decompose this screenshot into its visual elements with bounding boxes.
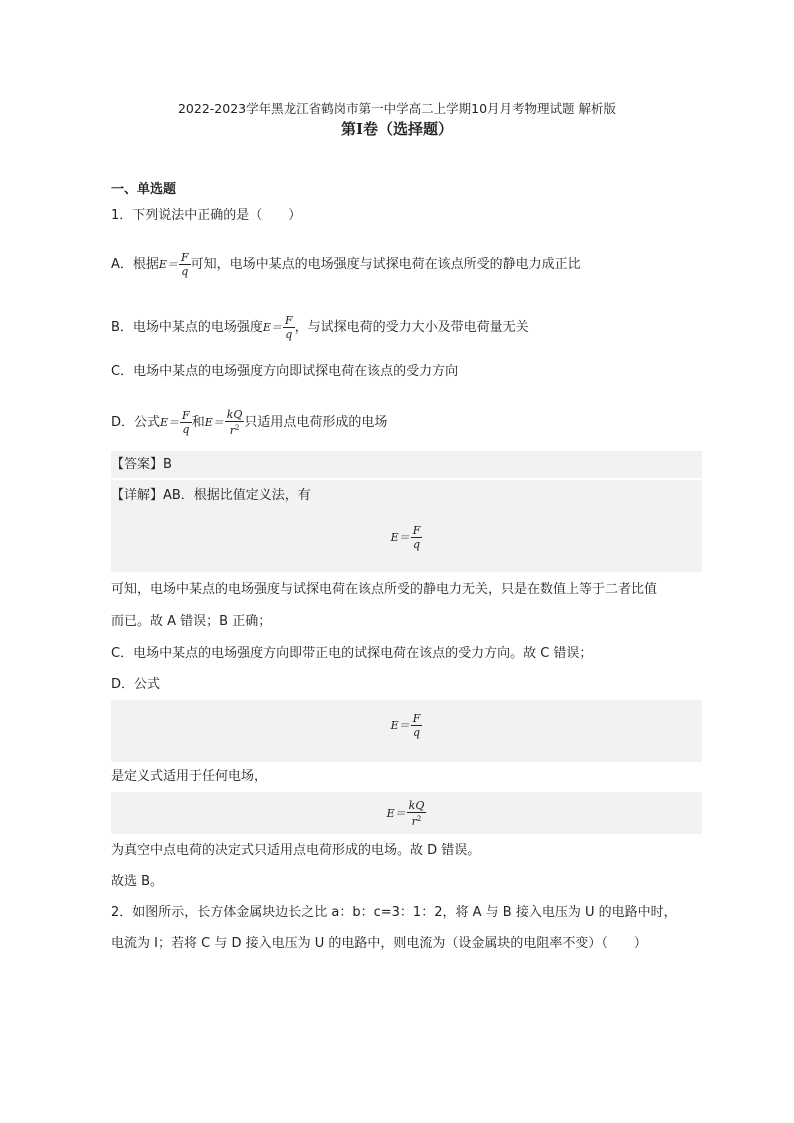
answer: 【答案】B (111, 457, 172, 472)
fraction-denominator-base: r (411, 815, 417, 828)
fraction-f-over-q (283, 314, 295, 341)
fraction-denominator: q (182, 423, 190, 436)
option-a-suffix: 可知，电场中某点的电场强度与试探电荷在该点所受的静电力成正比 (190, 257, 581, 272)
formula-lhs: E＝ (158, 257, 178, 271)
formula-lhs: E＝ (160, 415, 180, 429)
option-a (111, 251, 581, 278)
fraction-kq-over-r2 (407, 799, 427, 828)
analysis-line-7: 为真空中点电荷的决定式只适用点电荷形成的电场。故 D 错误。 (111, 843, 481, 858)
option-d-prefix: D．公式 (111, 415, 161, 430)
analysis-line-1: 【详解】AB．根据比值定义法，有 (111, 488, 311, 503)
formula-lhs: E＝ (390, 718, 410, 732)
analysis-line-4: C．电场中某点的电场强度方向即带正电的试探电荷在该点的受力方向。故 C 错误； (111, 646, 593, 661)
question-1-stem: 1．下列说法中正确的是（ ） (111, 208, 302, 223)
fraction-f-over-q (179, 251, 191, 278)
analysis-line-3: 而已。故 A 错误；B 正确； (111, 614, 272, 629)
fraction-numerator: kQ (226, 408, 243, 421)
question-2-line-1: 2．如图所示，长方体金属块边长之比 a：b：c=3：1：2，将 A 与 B 接入电压为 U 的电路中时， (111, 905, 677, 920)
option-d-suffix: 只适用点电荷形成的电场 (244, 415, 388, 430)
fraction-denominator-exponent: 2 (234, 424, 240, 432)
fraction-numerator: F (180, 251, 189, 264)
fraction-denominator-exponent: 2 (416, 815, 422, 823)
formula-lhs: E＝ (386, 806, 406, 820)
fraction-numerator: F (412, 712, 421, 725)
option-b (111, 314, 529, 341)
document-title: 2022-2023学年黑龙江省鹤岗市第一中学高二上学期10月月考物理试题 解析版 (177, 101, 616, 116)
fraction-numerator: F (284, 314, 293, 327)
equation-block-3 (111, 799, 702, 828)
fraction-denominator-base: r (229, 424, 235, 437)
part-title: 第Ⅰ卷（选择题） (340, 120, 454, 138)
analysis-line-5: D．公式 (111, 677, 161, 692)
answer-shade (111, 451, 702, 478)
formula-lhs: E＝ (204, 415, 224, 429)
equation-block-1 (111, 524, 702, 551)
analysis-line-8: 故选 B。 (111, 874, 164, 889)
option-b-suffix: ，与试探电荷的受力大小及带电荷量无关 (294, 320, 529, 335)
fraction-f-over-q (180, 409, 192, 436)
formula-lhs: E＝ (390, 530, 410, 544)
analysis-line-6: 是定义式适用于任何电场， (111, 769, 268, 784)
fraction-f-over-q (411, 524, 423, 551)
option-a-prefix: A．根据 (111, 257, 159, 272)
fraction-numerator: F (182, 409, 190, 422)
analysis-line-2: 可知，电场中某点的电场强度与试探电荷在该点所受的静电力无关，只是在数值上等于二者比值 (111, 582, 658, 597)
option-d (111, 408, 387, 437)
fraction-denominator: q (181, 265, 189, 278)
fraction-denominator: q (285, 328, 293, 341)
formula-lhs: E＝ (262, 320, 282, 334)
fraction-f-over-q (411, 712, 423, 739)
question-2-line-2: 电流为 I；若将 C 与 D 接入电压为 U 的电路中，则电流为（设金属块的电阻率不变）（ ） (111, 936, 647, 951)
option-c: C．电场中某点的电场强度方向即试探电荷在该点的受力方向 (111, 364, 459, 379)
fraction-numerator: F (412, 524, 421, 537)
fraction-denominator: q (412, 538, 421, 551)
fraction-denominator (410, 813, 424, 828)
fraction-numerator: kQ (408, 799, 425, 812)
option-d-and: 和 (191, 415, 205, 430)
fraction-denominator: q (412, 726, 421, 739)
equation-block-2 (111, 712, 702, 739)
fraction-kq-over-r2 (225, 408, 245, 437)
option-b-prefix: B．电场中某点的电场强度 (111, 320, 263, 335)
section-heading: 一、单选题 (111, 182, 177, 197)
fraction-denominator (228, 422, 242, 437)
